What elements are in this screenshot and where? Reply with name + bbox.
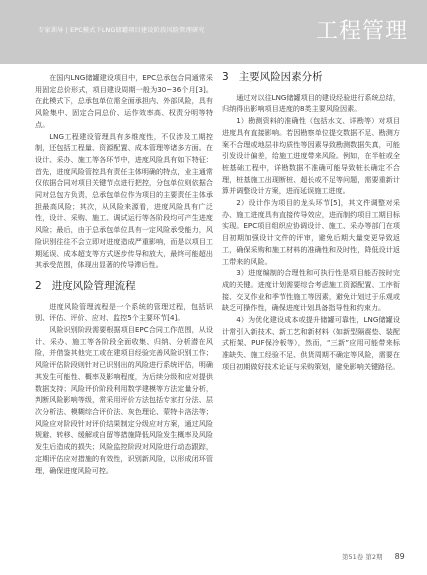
header-subtitle: 专家训导 | EPC模式下LNG储罐项目建设阶段风险管理研究 bbox=[38, 27, 205, 34]
body-paragraph: 在国内LNG储罐建设项目中，EPC总承包合同通常采用固定总价形式，项目建设周期一般为30~36个月[3]。在此模式下，总承包单位需全面承担内、外部风险，具有风险集中、固定合同总价、运作效率高、权责分明等特点。 bbox=[35, 73, 213, 129]
body-paragraph: 2）设计作为项目的龙头环节[5]，其文件调整对采办、施工进度具有直接传导效应，进而制约项目工期目标实现。EPC项目组织应协调设计、施工、采办等部门在项目初期加强设计文件的评审，避免后期大量变更导致返工，确保采购和施工材料的准确性和及时性，降低设计返工带来的风险。 bbox=[222, 198, 400, 266]
body-paragraph: LNG工程建设管理具有多维度性，不仅涉及工期控制，还包括工程量、资源配置、成本管理等诸多方面。在设计、采办、施工等各环节中，进度风险具有如下特征：首先，进度风险管控具有责任主体明确的特点，业主通常仅依据合同对项目关键节点进行把控，分包单位则依据合同对总包方负责，总承包单位作为项目的主要责任主体承担最高风险；其次，从风险来源看，进度风险具有广泛性，设计、采购、施工、调试运行等各阶段均可产生进度风险；最后，由于总承包单位具有一定风险承受能力，风险识别往往不会立即对进度造成严重影响，而是以项目工期延误、成本超支等方式逐步传导和放大，最终可能超出其承受范围，体现出显著的传导滞后性。 bbox=[35, 131, 213, 270]
issue-label: 第51卷 第2期 bbox=[342, 553, 383, 561]
section-heading-3 bbox=[222, 72, 400, 84]
right-text-column bbox=[222, 72, 400, 373]
section-title: 主要风险因素分析 bbox=[238, 71, 323, 83]
section-number: 3 bbox=[222, 71, 229, 83]
body-paragraph: 3）进度编制的合理性和可执行性是项目能否按时完成的关键。进度计划需要综合考虑施工资源配置、工序衔接、交叉作业和季节性施工等因素，避免计划过于乐观或缺乏可操作性，确保进度计划具备指导性和约束力。 bbox=[222, 268, 400, 313]
body-paragraph: 通过对以往LNG储罐项目的建设经验进行系统总结，归纳得出影响项目进度的8类主要风险因素。 bbox=[222, 92, 400, 114]
header-section-title: 工程管理 bbox=[316, 19, 409, 44]
page-number: 89 bbox=[394, 552, 405, 561]
left-text-column bbox=[35, 72, 213, 476]
page-header-band bbox=[0, 0, 427, 64]
section-number: 2 bbox=[35, 279, 42, 292]
body-paragraph: 4）为优化建设成本或提升储罐可靠性，LNG储罐设计常引入新技术、新工艺和新材料（如新型隔震垫、装配式桁架、PUF保冷板等），然而，“三新”应用可能带来标准缺失、施工经验不足、供货周期不确定等风险，需要在项目初期做好技术论证与采购策划，避免影响关键路径。 bbox=[222, 315, 400, 371]
section-title: 进度风险管理流程 bbox=[51, 279, 136, 292]
body-paragraph: 风险识别阶段需要根据项目EPC合同工作范围，从设计、采办、施工等各阶段全面收集、归纳、分析潜在风险，并借鉴其他完工或在建项目经验完善风险识别工作；风险评估阶段则针对已识别出的风险进行系统评估，明确其发生可能性、概率及影响程度，为后续分级和应对提供数据支持；风险评价阶段利用数学建模等方法定量分析，判断风险影响等级，常采用评价方法包括专家打分法、层次分析法、模糊综合评价法、灰色理论、蒙特卡洛法等；风险应对阶段针对评价结果制定分级应对方案，通过风险规避、转移、缓解或自留等措施降低风险发生概率及风险发生后造成的损失；风险监控阶段对风险进行动态跟踪，定期评估应对措施的有效性，识别新风险，以形成闭环管理，确保进度风险可控。 bbox=[35, 325, 213, 475]
page-footer bbox=[342, 552, 405, 561]
section-heading-2 bbox=[35, 281, 213, 293]
body-paragraph: 进度风险管理流程是一个系统的管理过程，包括识别、评估、评价、应对、监控5个主要环节[4]。 bbox=[35, 301, 213, 323]
body-paragraph: 1）勘测资料的准确性（包括水文、详勘等）对项目进度具有直接影响。若因勘察单位提交数据不足、勘测方案不合理或地层非均质性等因素导致勘测数据失真，可能引发设计偏差，给施工进度带来风险。例如，在半桩或全桩基础工程中，详勘数据不准确可能导致桩长确定不合理，桩基施工出现断桩、超长或不足等问题，需要重新计算并调整设计方案，进而延误施工进度。 bbox=[222, 116, 400, 196]
